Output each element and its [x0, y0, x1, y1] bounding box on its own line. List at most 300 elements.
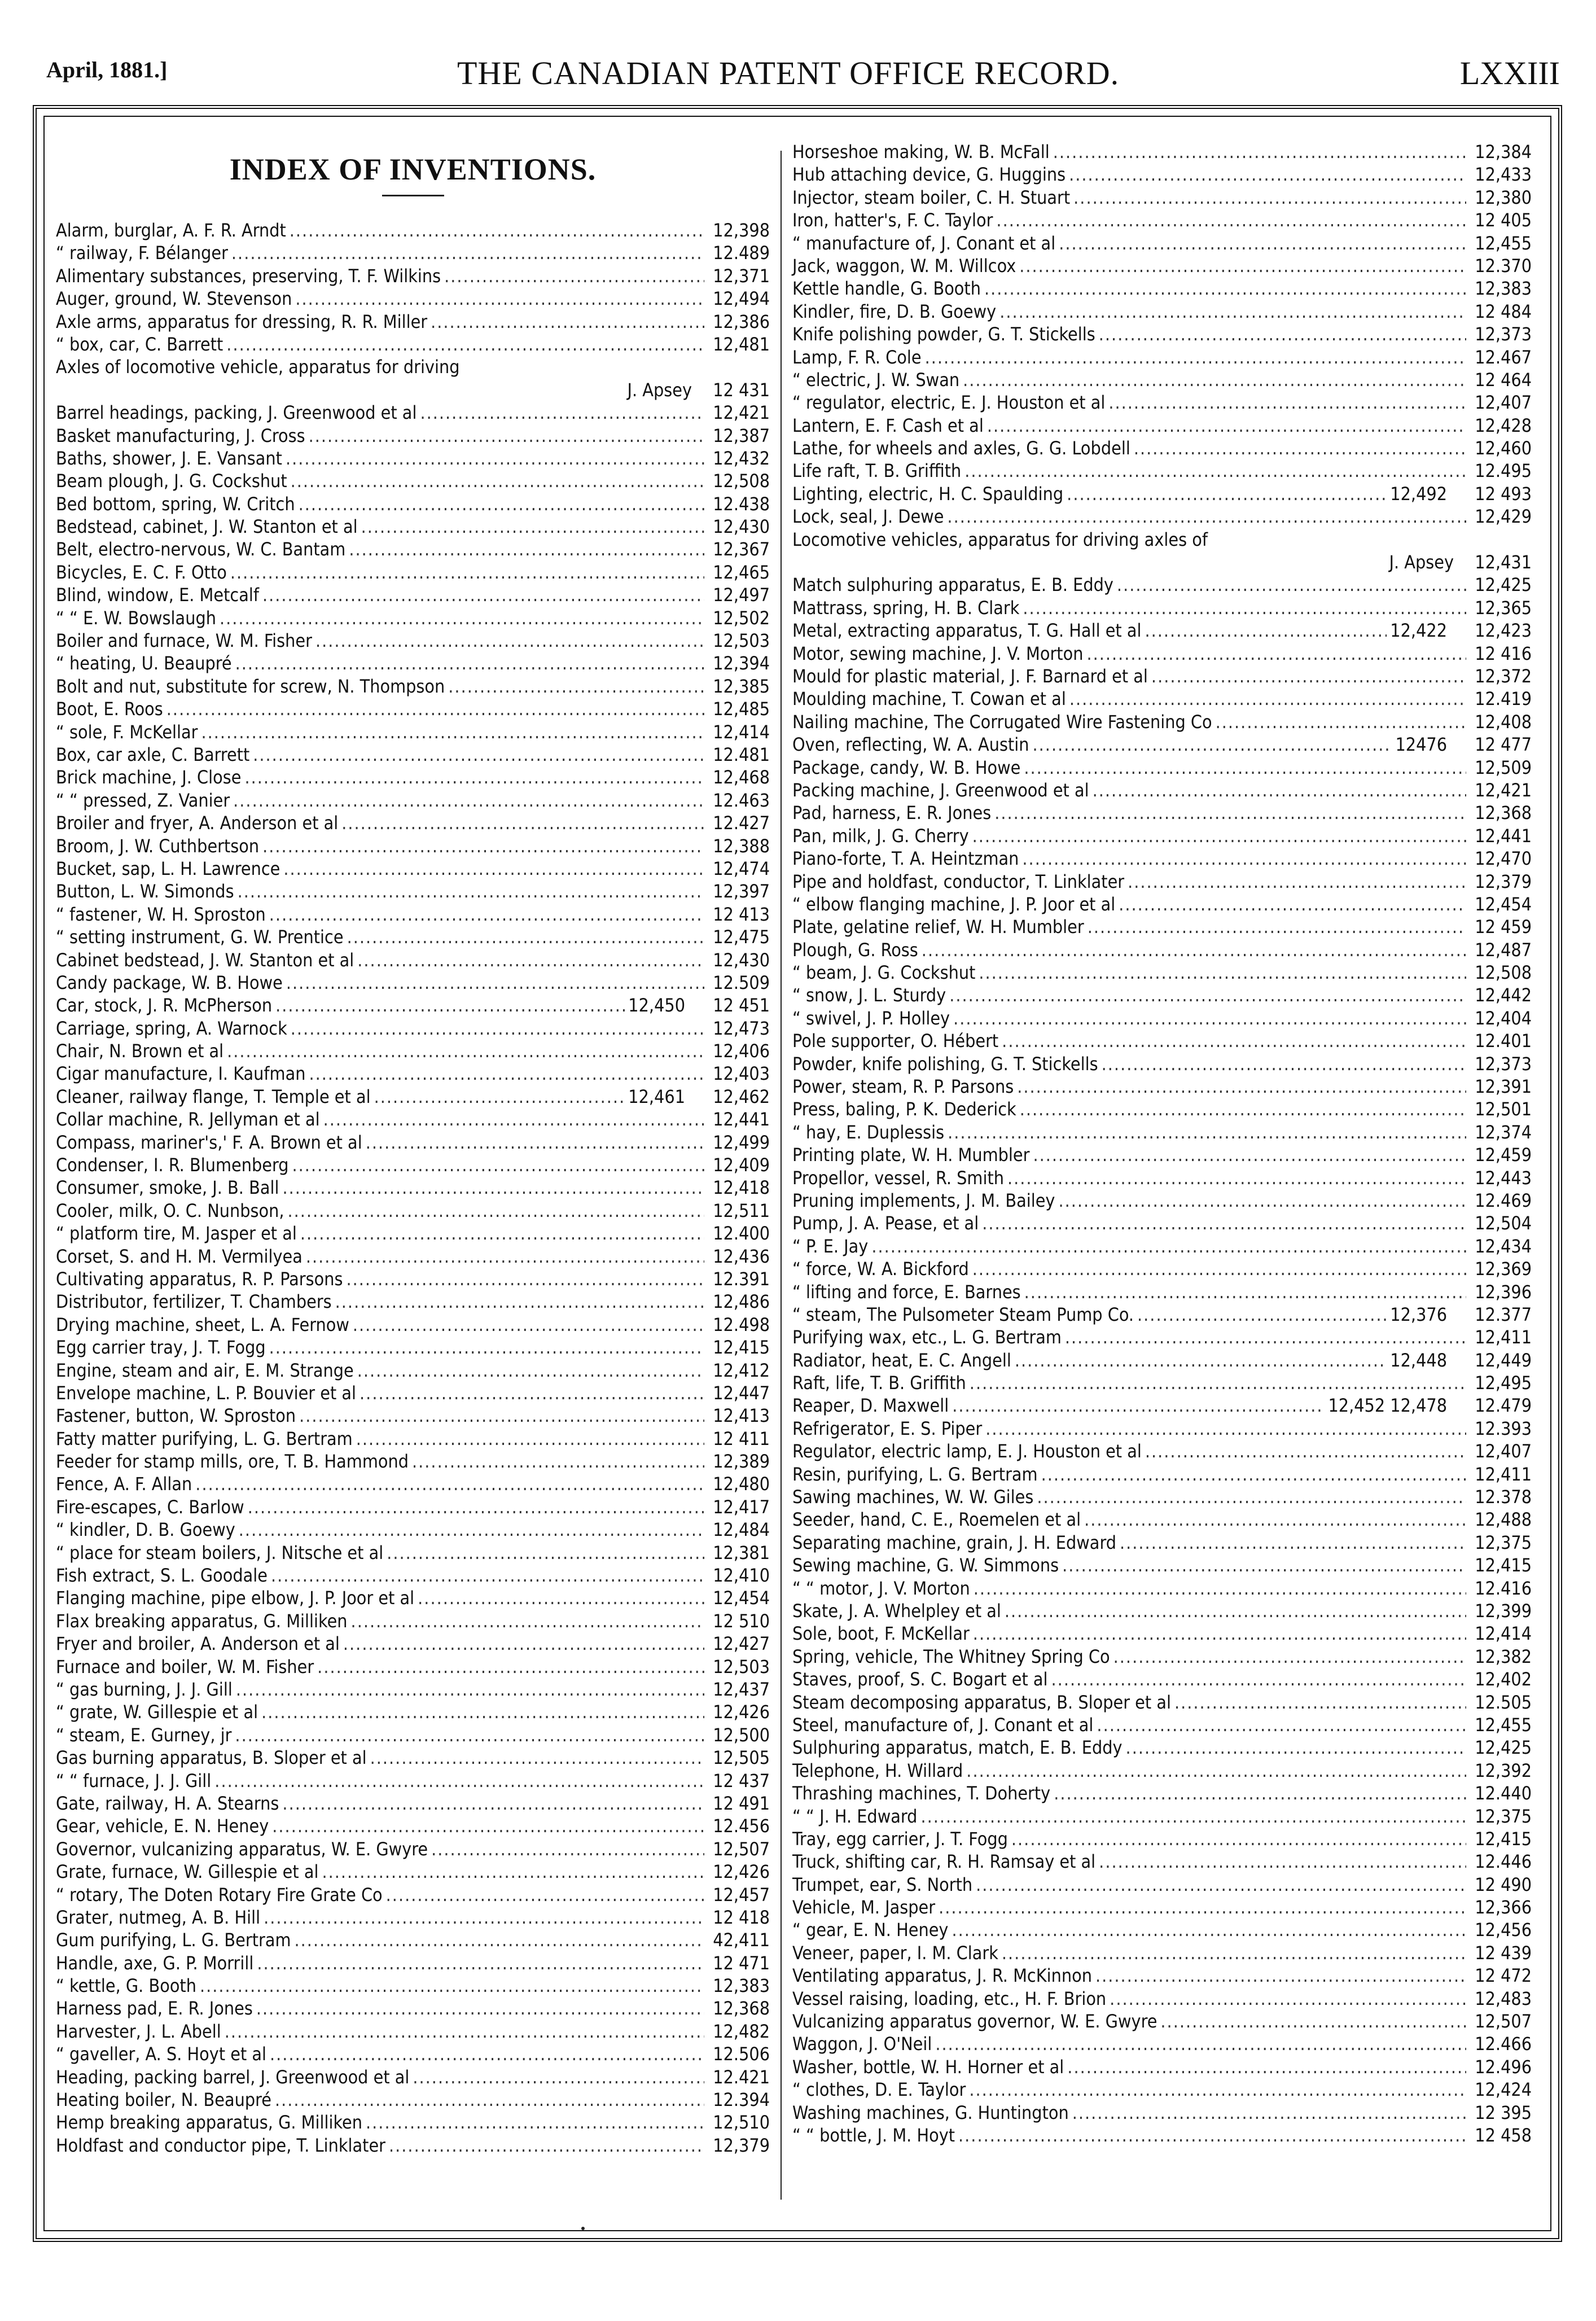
index-entry — [792, 1053, 1532, 1075]
dot-leader — [1216, 711, 1466, 733]
entry-subject: Propellor, vessel, R. Smith — [792, 1167, 1004, 1189]
entry-patent-number: 12,426 — [713, 1701, 770, 1723]
entry-subject: Heating boiler, N. Beaupré — [56, 2089, 271, 2111]
index-entry — [56, 1222, 770, 1245]
dot-leader — [257, 1952, 704, 1974]
entry-patent-number: 12,456 — [1475, 1919, 1532, 1941]
entry-extra-number: 12,492 — [1390, 483, 1447, 505]
dot-leader — [958, 2124, 1466, 2147]
entry-subject: Washing machines, G. Huntington — [792, 2101, 1069, 2123]
entry-subject: “ steam, E. Gurney, jr — [56, 1724, 232, 1746]
index-entry — [792, 232, 1532, 255]
index-entry — [792, 2010, 1532, 2033]
entry-subject: “ box, car, C. Barrett — [56, 333, 223, 355]
dot-leader — [1088, 916, 1466, 938]
dot-leader — [317, 1656, 704, 1678]
entry-patent-number: 12.479 — [1475, 1395, 1532, 1417]
entry-patent-number: 12,411 — [1475, 1463, 1532, 1485]
index-entry — [56, 1952, 770, 1974]
entry-subject: Button, L. W. Simonds — [56, 881, 234, 903]
dot-leader — [1099, 1850, 1466, 1873]
entry-patent-number: 12,473 — [713, 1017, 770, 1039]
dot-leader — [1086, 642, 1466, 665]
index-frame — [33, 105, 1562, 2242]
entry-patent-number: 12.393 — [1475, 1417, 1532, 1439]
entry-patent-number: 12,502 — [713, 607, 770, 629]
dot-leader — [994, 802, 1466, 824]
dot-leader — [1126, 1736, 1466, 1759]
index-entry — [56, 1997, 770, 2020]
dot-leader — [256, 1997, 704, 2020]
entry-patent-number: 12,410 — [713, 1565, 770, 1587]
index-entry — [792, 1805, 1532, 1828]
entry-subject: “ P. E. Jay — [792, 1235, 869, 1257]
entry-subject: Steam decomposing apparatus, B. Sloper et al — [792, 1691, 1171, 1713]
index-entry — [56, 1473, 770, 1495]
index-entry — [56, 743, 770, 766]
entry-subject: Axles of locomotive vehicle, apparatus for driving — [56, 356, 460, 378]
dot-leader — [347, 926, 704, 948]
dot-leader — [1134, 437, 1466, 459]
entry-patent-number: 12,407 — [1475, 1440, 1532, 1462]
entry-subject: Box, car axle, C. Barrett — [56, 743, 250, 765]
dot-leader — [979, 961, 1466, 984]
entry-patent-number: 12,511 — [713, 1199, 770, 1221]
entry-patent-number: 12,375 — [1475, 1531, 1532, 1553]
index-entry — [792, 665, 1532, 687]
entry-patent-number: 12,371 — [713, 265, 770, 287]
entry-patent-number: 12,407 — [1475, 392, 1532, 414]
index-entry — [56, 515, 770, 538]
entry-subject: Reaper, D. Maxwell — [792, 1395, 949, 1417]
dot-leader — [201, 721, 705, 743]
index-entry — [792, 1759, 1532, 1782]
dot-leader — [939, 1896, 1466, 1919]
entry-subject: Feeder for stamp mills, ore, T. B. Hammond — [56, 1451, 409, 1473]
dot-leader — [1073, 186, 1466, 209]
index-entry — [56, 379, 770, 401]
index-entry — [56, 401, 770, 424]
index-entry — [792, 1873, 1532, 1896]
dot-leader — [275, 994, 625, 1017]
entry-patent-number: 12 451 — [713, 995, 770, 1017]
index-entry — [56, 1906, 770, 1929]
dot-leader — [309, 424, 704, 447]
dot-leader — [226, 333, 704, 356]
entry-patent-number: 12,402 — [1475, 1669, 1532, 1691]
index-entry — [792, 802, 1532, 824]
dot-leader — [1051, 1668, 1466, 1691]
entry-patent-number: 12,481 — [713, 333, 770, 355]
dot-leader — [976, 1873, 1466, 1896]
index-entry — [56, 1427, 770, 1450]
index-entry — [56, 1815, 770, 1837]
entry-subject: “ place for steam boilers, J. Nitsche et al — [56, 1542, 384, 1564]
entry-subject: “ regulator, electric, E. J. Houston et al — [792, 392, 1106, 414]
entry-subject: Truck, shifting car, R. H. Ramsay et al — [792, 1851, 1096, 1873]
index-entry — [56, 1313, 770, 1336]
entry-patent-number: 12,509 — [1475, 756, 1532, 778]
entry-subject: Vulcanizing apparatus governor, W. E. Gwyre — [792, 2011, 1157, 2033]
entry-subject: Sole, boot, F. McKellar — [792, 1623, 970, 1645]
dot-leader — [972, 825, 1466, 847]
index-entry — [56, 1336, 770, 1359]
index-entry — [792, 1486, 1532, 1508]
index-entry — [56, 2066, 770, 2088]
dot-leader — [972, 1258, 1466, 1280]
entry-subject: Barrel headings, packing, J. Greenwood et al — [56, 402, 417, 424]
dot-leader — [970, 1372, 1466, 1394]
entry-patent-number: 12 411 — [713, 1427, 770, 1449]
index-title: INDEX OF INVENTIONS. — [229, 152, 597, 186]
entry-subject: Gear, vehicle, E. N. Heney — [56, 1815, 269, 1837]
index-entry — [56, 1587, 770, 1609]
entry-patent-number: 12 395 — [1475, 2101, 1532, 2123]
dot-leader — [1151, 665, 1466, 687]
entry-subject: Locomotive vehicles, apparatus for driving axles of — [792, 528, 1208, 550]
index-entry — [792, 893, 1532, 916]
entry-patent-number: 12,391 — [1475, 1076, 1532, 1098]
dot-leader — [953, 1007, 1466, 1030]
entry-patent-number: 12,485 — [713, 698, 770, 720]
dot-leader — [283, 857, 704, 880]
entry-subject: “ lifting and force, E. Barnes — [792, 1281, 1021, 1303]
index-entry — [56, 2111, 770, 2134]
entry-subject: Cleaner, railway flange, T. Temple et al — [56, 1085, 371, 1107]
index-entry — [56, 1542, 770, 1564]
entry-patent-number: 12,500 — [713, 1724, 770, 1746]
dot-leader — [985, 1417, 1466, 1440]
entry-patent-number: 12,487 — [1475, 939, 1532, 961]
index-entry — [792, 1326, 1532, 1348]
entry-subject: Sewing machine, G. W. Simmons — [792, 1554, 1059, 1576]
entry-patent-number: 12.370 — [1475, 255, 1532, 277]
entry-patent-number: 12,424 — [1475, 2079, 1532, 2101]
entry-subject: Lighting, electric, H. C. Spaulding — [792, 483, 1064, 505]
dot-leader — [295, 287, 704, 310]
entry-patent-number: 12,394 — [713, 652, 770, 675]
entry-subject: “ grate, W. Gillespie et al — [56, 1701, 258, 1723]
dot-leader — [1053, 141, 1466, 163]
entry-subject: Bucket, sap, L. H. Lawrence — [56, 857, 280, 879]
dot-leader — [1093, 779, 1466, 802]
dot-leader — [1067, 483, 1387, 505]
entry-subject: Packing machine, J. Greenwood et al — [792, 779, 1089, 801]
entry-subject: Distributor, fertilizer, T. Chambers — [56, 1291, 332, 1313]
entry-subject: “ heating, U. Beaupré — [56, 652, 232, 675]
dot-leader — [282, 1792, 704, 1815]
entry-subject: Gas burning apparatus, B. Sloper et al — [56, 1747, 367, 1769]
entry-subject: Bedstead, cabinet, J. W. Stanton et al — [56, 516, 358, 538]
entry-subject: Baths, shower, J. E. Vansant — [56, 447, 282, 469]
entry-patent-number: 12,497 — [713, 584, 770, 606]
entry-subject: Broiler and fryer, A. Anderson et al — [56, 812, 339, 834]
index-entry — [56, 1359, 770, 1382]
entry-patent-number: 12,486 — [713, 1291, 770, 1313]
entry-patent-number: 12.505 — [1475, 1691, 1532, 1713]
entry-patent-number: 12,372 — [1475, 665, 1532, 687]
index-entry — [56, 1131, 770, 1154]
entry-patent-number: 12,443 — [1475, 1167, 1532, 1189]
entry-patent-number: 12 437 — [713, 1770, 770, 1792]
index-entry — [792, 2033, 1532, 2055]
dot-leader — [1084, 1508, 1466, 1531]
index-entry — [792, 505, 1532, 528]
index-entry — [792, 825, 1532, 847]
entry-patent-number: 12,495 — [1475, 1372, 1532, 1394]
index-entry — [792, 1372, 1532, 1394]
entry-subject: “ platform tire, M. Jasper et al — [56, 1223, 297, 1245]
dot-leader — [282, 1176, 704, 1199]
dot-leader — [291, 470, 704, 492]
dot-leader — [1117, 573, 1466, 596]
entry-subject: Furnace and boiler, W. M. Fisher — [56, 1656, 314, 1678]
dot-leader — [1137, 1303, 1387, 1326]
entry-subject: Fire-escapes, C. Barlow — [56, 1496, 244, 1518]
index-entry — [792, 847, 1532, 870]
dot-leader — [871, 1235, 1466, 1258]
entry-extra-number: 12476 — [1395, 734, 1447, 756]
entry-subject: “ fastener, W. H. Sproston — [56, 903, 266, 925]
entry-extra-number: 12,376 — [1390, 1303, 1447, 1325]
dot-leader — [291, 1017, 704, 1040]
entry-patent-number: 12.419 — [1475, 688, 1532, 710]
index-entry — [56, 2134, 770, 2157]
dot-leader — [948, 1121, 1466, 1144]
index-entry — [792, 2124, 1532, 2147]
entry-subject: Sulphuring apparatus, match, E. B. Eddy — [792, 1737, 1123, 1759]
entry-subject: Vessel raising, loading, etc., H. F. Brion — [792, 1987, 1107, 2009]
dot-leader — [1020, 1098, 1466, 1120]
index-entry — [792, 1258, 1532, 1280]
entry-patent-number: 12,454 — [713, 1587, 770, 1609]
entry-patent-number: 12.391 — [713, 1268, 770, 1290]
dot-leader — [1119, 893, 1466, 916]
entry-patent-number: 12,366 — [1475, 1897, 1532, 1919]
index-entry — [56, 242, 770, 264]
entry-subject: Printing plate, W. H. Mumbler — [792, 1144, 1030, 1166]
dot-leader — [374, 1085, 625, 1108]
entry-patent-number: 12 510 — [713, 1610, 770, 1632]
entry-subject: Cabinet bedstead, J. W. Stanton et al — [56, 949, 354, 971]
entry-patent-number: 12 416 — [1475, 642, 1532, 664]
dot-leader — [270, 2043, 704, 2065]
index-entry — [56, 812, 770, 834]
index-entry — [56, 1199, 770, 1222]
entry-patent-number: 12,428 — [1475, 414, 1532, 436]
entry-patent-number: 12.481 — [713, 743, 770, 765]
entry-subject: “ swivel, J. P. Holley — [792, 1007, 950, 1029]
index-entry — [792, 1030, 1532, 1052]
entry-patent-number: 12,459 — [1475, 1144, 1532, 1166]
entry-patent-number: 12,383 — [1475, 278, 1532, 300]
index-entry — [792, 1577, 1532, 1600]
dot-leader — [1033, 733, 1392, 756]
entry-subject: Chair, N. Brown et al — [56, 1040, 224, 1062]
entry-patent-number: 12 459 — [1475, 916, 1532, 938]
dot-leader — [963, 369, 1466, 391]
entry-patent-number: 12,465 — [713, 561, 770, 583]
entry-patent-number: 12.394 — [713, 2089, 770, 2111]
dot-leader — [982, 1212, 1466, 1234]
dot-leader — [299, 493, 704, 515]
index-entry — [792, 1394, 1532, 1417]
index-entry — [792, 186, 1532, 209]
entry-patent-number: 12,368 — [1475, 802, 1532, 824]
entry-subject: Fence, A. F. Allan — [56, 1473, 192, 1495]
entry-patent-number: 12,508 — [1475, 962, 1532, 984]
dot-leader — [984, 277, 1466, 300]
entry-subject: Drying machine, sheet, L. A. Fernow — [56, 1313, 349, 1335]
entry-patent-number: 12.469 — [1475, 1189, 1532, 1211]
entry-patent-number: 12,454 — [1475, 893, 1532, 915]
entry-patent-number: 12 464 — [1475, 369, 1532, 391]
index-entry — [792, 2101, 1532, 2124]
entry-subject: Basket manufacturing, J. Cross — [56, 424, 305, 446]
index-entry — [56, 1746, 770, 1769]
entry-patent-number: 12,421 — [713, 402, 770, 424]
entry-patent-number: 12,507 — [713, 1838, 770, 1860]
entry-patent-number: 12,430 — [713, 949, 770, 971]
dot-leader — [235, 1724, 704, 1746]
index-entry — [792, 300, 1532, 323]
entry-patent-number: 12,414 — [1475, 1623, 1532, 1645]
entry-subject: Moulding machine, T. Cowan et al — [792, 688, 1066, 710]
entry-subject: “ “ motor, J. V. Morton — [792, 1577, 970, 1599]
dot-leader — [271, 1564, 704, 1587]
index-entry — [56, 1040, 770, 1062]
entry-subject: Alarm, burglar, A. F. R. Arndt — [56, 220, 286, 241]
entry-subject: Ventilating apparatus, J. R. McKinnon — [792, 1965, 1092, 1987]
entry-subject: Bolt and nut, substitute for screw, N. Thompson — [56, 675, 445, 697]
entry-subject: Hemp breaking apparatus, G. Milliken — [56, 2112, 363, 2134]
entry-subject: “ manufacture of, J. Conant et al — [792, 232, 1056, 254]
entry-patent-number: 12,381 — [713, 1542, 770, 1564]
entry-patent-number: 12,412 — [713, 1359, 770, 1381]
index-entry — [792, 1144, 1532, 1166]
index-entry — [792, 1714, 1532, 1736]
index-entry — [792, 277, 1532, 300]
entry-patent-number: 12,409 — [713, 1154, 770, 1176]
entry-patent-number: 12,423 — [1475, 620, 1532, 642]
entry-patent-number: 12 472 — [1475, 1965, 1532, 1987]
entry-subject: Governor, vulcanizing apparatus, W. E. Gwyre — [56, 1838, 428, 1860]
index-entry — [792, 1007, 1532, 1030]
entry-subject: Engine, steam and air, E. M. Strange — [56, 1359, 354, 1381]
index-entry — [56, 1610, 770, 1632]
dot-leader — [366, 2111, 704, 2134]
entry-subject: Grater, nutmeg, A. B. Hill — [56, 1906, 261, 1928]
index-entry — [56, 857, 770, 880]
index-entry — [792, 1189, 1532, 1212]
entry-patent-number: 12,484 — [713, 1519, 770, 1541]
entry-subject: Boiler and furnace, W. M. Fisher — [56, 630, 312, 652]
entry-subject: “ clothes, D. E. Taylor — [792, 2079, 966, 2101]
entry-subject: Vehicle, M. Jasper — [792, 1897, 936, 1919]
entry-patent-number: 12,449 — [1475, 1349, 1532, 1371]
entry-subject: Pole supporter, O. Hébert — [792, 1030, 999, 1052]
index-entry — [792, 597, 1532, 619]
dot-leader — [335, 1290, 704, 1313]
index-entry — [56, 265, 770, 287]
index-entry — [56, 1770, 770, 1792]
dot-leader — [1128, 870, 1466, 893]
dot-leader — [935, 2033, 1466, 2055]
entry-patent-number: 12.401 — [1475, 1030, 1532, 1052]
dot-leader — [1108, 391, 1466, 414]
dot-leader — [214, 1770, 704, 1792]
index-entry — [792, 733, 1532, 756]
entry-subject: Lock, seal, J. Dewe — [792, 506, 944, 528]
dot-leader — [253, 743, 704, 766]
index-entry — [56, 310, 770, 333]
entry-patent-number: 12,425 — [1475, 1737, 1532, 1759]
entry-patent-number: 12.377 — [1475, 1303, 1532, 1325]
entry-patent-number: 12,369 — [1475, 1258, 1532, 1280]
entry-subject: J. Apsey — [627, 379, 692, 401]
entry-subject: Radiator, heat, E. C. Angell — [792, 1349, 1011, 1371]
entry-subject: “ electric, J. W. Swan — [792, 369, 960, 391]
entry-patent-number: 12 484 — [1475, 300, 1532, 322]
dot-leader — [288, 1199, 705, 1222]
entry-patent-number: 12,441 — [1475, 825, 1532, 847]
index-entry — [792, 414, 1532, 437]
index-entry — [56, 971, 770, 994]
entry-extra-number: 12,448 — [1390, 1349, 1447, 1371]
index-entry — [56, 1518, 770, 1541]
index-entry — [792, 2078, 1532, 2101]
dot-leader — [351, 1610, 704, 1632]
index-entry — [56, 333, 770, 356]
dot-leader — [969, 2078, 1466, 2101]
dot-leader — [244, 766, 704, 789]
entry-subject: Brick machine, J. Close — [56, 767, 242, 789]
entry-patent-number: 12,383 — [713, 1975, 770, 1997]
index-entry — [56, 1838, 770, 1860]
dot-leader — [346, 1268, 704, 1290]
index-entry — [792, 870, 1532, 893]
index-entry — [56, 903, 770, 926]
page-header — [40, 54, 1568, 105]
index-entry — [56, 1496, 770, 1518]
entry-patent-number: 12,373 — [1475, 323, 1532, 345]
entry-subject: Steel, manufacture of, J. Conant et al — [792, 1714, 1094, 1736]
entry-subject: Harness pad, E. R. Jones — [56, 1998, 253, 2020]
entry-subject: Pruning implements, J. M. Bailey — [792, 1189, 1055, 1211]
entry-subject: “ force, W. A. Bickford — [792, 1258, 969, 1280]
dot-leader — [356, 1427, 704, 1450]
dot-leader — [195, 1473, 704, 1495]
entry-patent-number: 12.438 — [713, 493, 770, 515]
dot-leader — [1069, 163, 1466, 186]
dot-leader — [1120, 1531, 1466, 1554]
entry-subject: Envelope machine, L. P. Bouvier et al — [56, 1382, 357, 1404]
entry-extra-number: 12,450 — [628, 995, 685, 1017]
dot-leader — [200, 1974, 704, 1997]
dot-leader — [1054, 1782, 1466, 1805]
entry-subject: Oven, reflecting, W. A. Austin — [792, 734, 1029, 756]
entry-subject: “ “ E. W. Bowslaugh — [56, 607, 216, 629]
index-entry — [792, 1121, 1532, 1144]
entry-patent-number: 12,417 — [713, 1496, 770, 1518]
entry-subject: Injector, steam boiler, C. H. Stuart — [792, 186, 1071, 208]
dot-leader — [1005, 1600, 1466, 1622]
column-divider — [781, 151, 782, 2200]
entry-subject: Consumer, smoke, J. B. Ball — [56, 1177, 279, 1199]
entry-patent-number: 12,387 — [713, 424, 770, 446]
index-entry — [56, 835, 770, 857]
index-entry — [792, 483, 1532, 505]
